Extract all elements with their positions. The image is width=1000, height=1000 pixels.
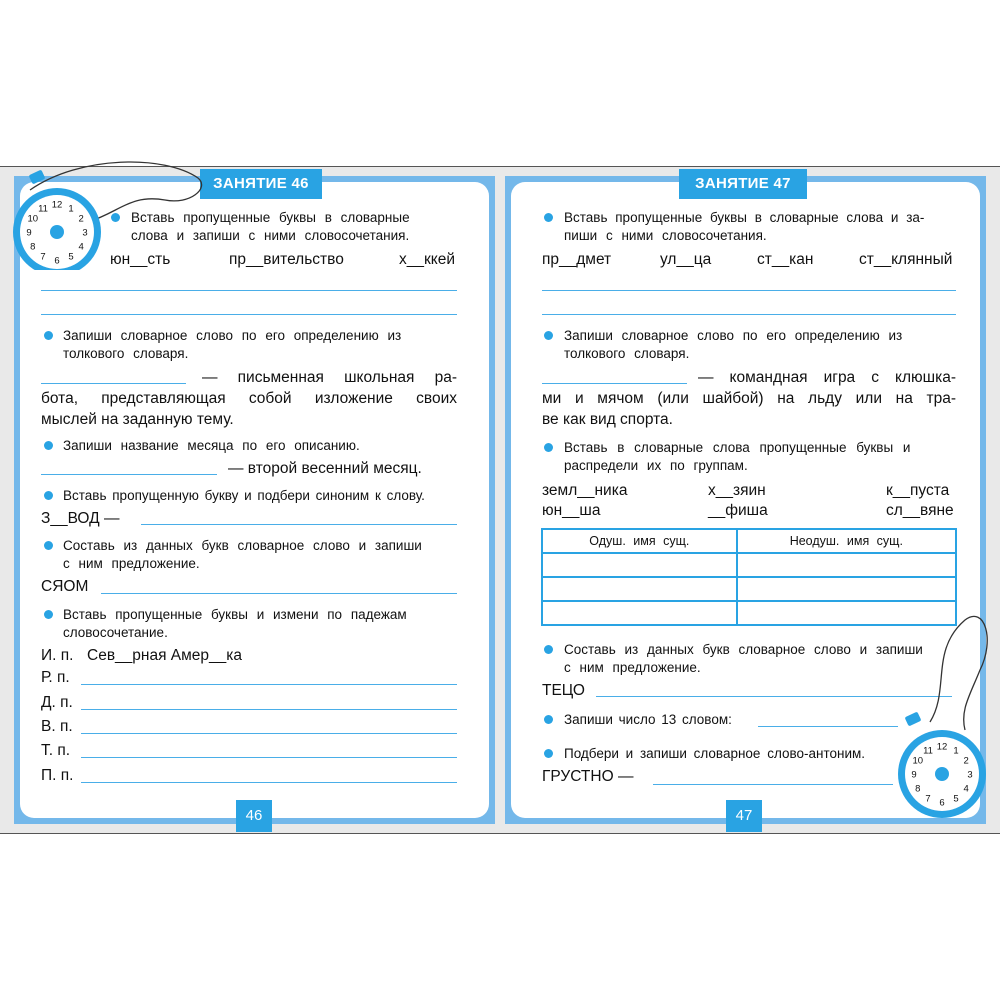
table-header-animate: Одуш. имя сущ. — [542, 529, 737, 553]
bullet — [544, 443, 553, 452]
table-cell[interactable] — [542, 601, 737, 625]
clock-number: 7 — [40, 251, 46, 263]
task2-instruction-line2: толкового словаря. — [63, 346, 189, 361]
bullet — [111, 213, 120, 222]
answer-blank[interactable] — [41, 383, 186, 384]
group-word: земл__ника — [542, 482, 628, 499]
word-2: пр__вительство — [229, 251, 344, 268]
task4-instruction-line1: Составь из данных букв словарное слово и запиши — [564, 642, 923, 657]
table-cell[interactable] — [542, 577, 737, 601]
answer-line[interactable] — [81, 782, 457, 783]
task3-description: — второй весенний месяц. — [228, 460, 422, 477]
task1-instruction-line2: слова и запиши с ними словосочетания. — [131, 228, 410, 243]
answer-blank[interactable] — [41, 474, 217, 475]
task2-definition-line3: мыслей на заданную тему. — [41, 411, 234, 428]
bullet — [44, 441, 53, 450]
table-cell[interactable] — [542, 553, 737, 577]
stopwatch-icon-right — [890, 610, 1000, 830]
clock-number: 6 — [939, 797, 945, 809]
task4-instruction-line2: с ним предложение. — [564, 660, 701, 675]
word-4: ст__клянный — [859, 251, 953, 268]
word-2: ул__ца — [660, 251, 712, 268]
clock-number: 8 — [915, 783, 921, 795]
task3-instruction: Запиши название месяца по его описанию. — [63, 438, 360, 453]
clock-number: 2 — [963, 755, 969, 767]
task5-instruction-line2: с ним предложение. — [63, 556, 200, 571]
page-number-47: 47 — [726, 800, 762, 832]
task3-instruction-line2: распредели их по группам. — [564, 458, 748, 473]
clock-number: 9 — [911, 769, 917, 781]
task6-phrase: Сев__рная Амер__ка — [87, 647, 243, 664]
answer-line[interactable] — [81, 757, 457, 758]
task1-instruction-line2: пиши с ними словосочетания. — [564, 228, 767, 243]
bullet — [544, 749, 553, 758]
lesson-title-46: ЗАНЯТИЕ 46 — [200, 169, 322, 199]
answer-line[interactable] — [758, 726, 898, 727]
page-number-46: 46 — [236, 800, 272, 832]
task4-instruction: Вставь пропущенную букву и подбери синоним к слову. — [63, 488, 425, 503]
case-label-instrumental: Т. п. — [41, 742, 71, 759]
bullet — [544, 715, 553, 724]
task1-instruction-line1: Вставь пропущенные буквы в словарные слова и за- — [564, 210, 925, 225]
case-label-dative: Д. п. — [41, 694, 73, 711]
case-label-genitive: Р. п. — [41, 669, 70, 686]
word-1: пр__дмет — [542, 251, 612, 268]
task3-instruction-line1: Вставь в словарные слова пропущенные буквы и — [564, 440, 911, 455]
task5-instruction-line1: Составь из данных букв словарное слово и запиши — [63, 538, 422, 553]
group-word: х__зяин — [708, 482, 766, 499]
task5-instruction: Запиши число 13 словом: — [564, 712, 732, 727]
answer-line[interactable] — [81, 709, 457, 710]
clock-number: 8 — [30, 241, 36, 253]
clock-number: 5 — [953, 793, 959, 805]
task2-definition-line2: бота, представляющая собой изложение своих — [41, 390, 457, 407]
clock-number: 11 — [38, 203, 48, 215]
clock-number: 3 — [967, 769, 973, 781]
lesson-title-47: ЗАНЯТИЕ 47 — [679, 169, 807, 199]
clock-number: 3 — [82, 227, 88, 239]
group-word: сл__вяне — [886, 502, 954, 519]
answer-line[interactable] — [542, 314, 956, 315]
bullet — [44, 491, 53, 500]
answer-line[interactable] — [101, 593, 457, 594]
task5-letters: СЯОМ — [41, 578, 89, 595]
answer-line[interactable] — [41, 290, 457, 291]
answer-blank[interactable] — [542, 383, 687, 384]
task6-instruction-line1: Вставь пропущенные буквы и измени по падежам — [63, 607, 407, 622]
task2-instruction-line1: Запиши словарное слово по его определению из — [564, 328, 903, 343]
bullet — [44, 331, 53, 340]
table-header-inanimate: Неодуш. имя сущ. — [737, 529, 956, 553]
clock-number: 12 — [51, 199, 63, 211]
word-3: ст__кан — [757, 251, 814, 268]
clock-number: 7 — [925, 793, 931, 805]
group-word: к__пуста — [886, 482, 950, 499]
task2-definition-line1: — письменная школьная ра- — [202, 369, 457, 386]
task6-instruction: Подбери и запиши словарное слово-антоним. — [564, 746, 866, 761]
bullet — [544, 213, 553, 222]
task2-instruction-line1: Запиши словарное слово по его определению из — [63, 328, 402, 343]
table-cell[interactable] — [737, 553, 956, 577]
clock-number: 4 — [78, 241, 84, 253]
clock-number: 9 — [26, 227, 32, 239]
clock-number: 6 — [54, 255, 60, 267]
clock-number: 10 — [27, 213, 39, 225]
case-label-prepositional: П. п. — [41, 767, 74, 784]
task2-definition-line2: ми и мячом (или шайбой) на льду или на тра- — [542, 390, 956, 407]
bullet — [44, 541, 53, 550]
answer-line[interactable] — [81, 684, 457, 685]
bullet — [44, 610, 53, 619]
case-label-nominative: И. п. — [41, 647, 74, 664]
task1-instruction-line1: Вставь пропущенные буквы в словарные — [131, 210, 410, 225]
group-word: юн__ша — [542, 502, 601, 519]
clock-number: 1 — [68, 203, 74, 215]
group-word: __фиша — [708, 502, 768, 519]
task6-instruction-line2: словосочетание. — [63, 625, 168, 640]
answer-line[interactable] — [542, 290, 956, 291]
word-3: х__ккей — [399, 251, 456, 268]
clock-number: 12 — [936, 741, 948, 753]
task4-word: З__ВОД — — [41, 510, 120, 527]
bullet — [544, 331, 553, 340]
task2-definition-line1: — командная игра с клюшка- — [698, 369, 956, 386]
task4-letters: ТЕЦО — [542, 682, 585, 699]
clock-number: 4 — [963, 783, 969, 795]
clock-number: 10 — [912, 755, 924, 767]
task2-instruction-line2: толкового словаря. — [564, 346, 690, 361]
bullet — [544, 645, 553, 654]
clock-number: 2 — [78, 213, 84, 225]
answer-line[interactable] — [141, 524, 457, 525]
clock-number: 5 — [68, 251, 74, 263]
table-cell[interactable] — [737, 577, 956, 601]
answer-line[interactable] — [81, 733, 457, 734]
task2-definition-line3: ве как вид спорта. — [542, 411, 673, 428]
answer-line[interactable] — [41, 314, 457, 315]
case-label-accusative: В. п. — [41, 718, 73, 735]
clock-number: 1 — [953, 745, 959, 757]
word-1: юн__сть — [110, 251, 171, 268]
answer-line[interactable] — [653, 784, 893, 785]
task6-word: ГРУСТНО — — [542, 768, 634, 785]
clock-number: 11 — [923, 745, 933, 757]
